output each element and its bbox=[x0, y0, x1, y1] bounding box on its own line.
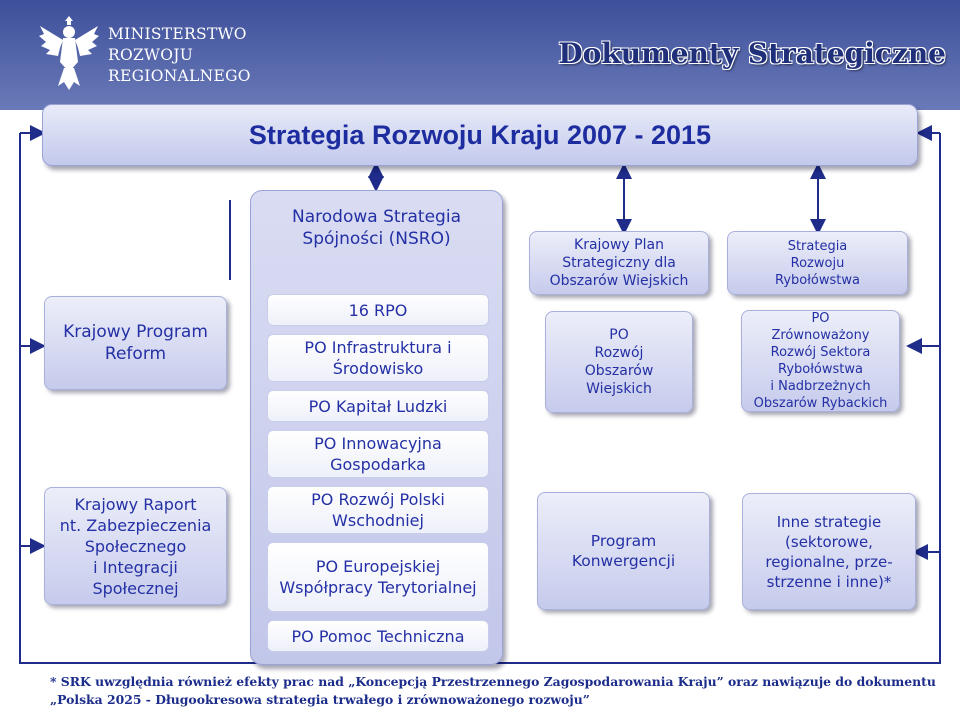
ministry-name-line: ROZWOJU bbox=[108, 46, 194, 64]
nsro-item-pomoc-techniczna bbox=[267, 620, 489, 652]
ministry-name-line: REGIONALNEGO bbox=[108, 67, 251, 85]
footnote-line: „Polska 2025 - Długookresowa strategia trwałego i zrównoważonego rozwoju” bbox=[50, 692, 590, 707]
krajowy-raport-box bbox=[44, 487, 227, 605]
footnote bbox=[50, 673, 950, 709]
nsro-item-innowacyjna bbox=[267, 430, 489, 478]
box-text-line: strzenne i inne)* bbox=[766, 572, 892, 591]
krajowy-program-reform-box bbox=[44, 296, 227, 390]
krajowy-plan-box bbox=[529, 231, 709, 295]
box-text-line: Wiejskich bbox=[586, 381, 652, 397]
box-text-line: PO Innowacyjna bbox=[314, 434, 442, 453]
po-zrownowazony-rozwoj-rybolowstwa-box bbox=[741, 310, 900, 412]
nsro-title-line: Spójności (NSRO) bbox=[302, 229, 451, 249]
nsro-item-kapital-ludzki bbox=[267, 390, 489, 422]
ministry-name-line: MINISTERSTWO bbox=[108, 25, 247, 43]
box-text-line: PO Infrastruktura bbox=[304, 338, 443, 357]
box-text-line: Rozwoju bbox=[790, 255, 845, 271]
nsro-item-16-rpo bbox=[267, 294, 489, 326]
box-text-line: Terytorialnej bbox=[377, 578, 477, 597]
box-text-line: Strategia bbox=[787, 238, 848, 254]
box-text-line: i Integracji bbox=[93, 557, 178, 577]
box-text-line: Krajowy Program bbox=[63, 322, 208, 342]
box-text-line: Rozwój bbox=[594, 345, 644, 361]
box-text-line: Krajowy Plan bbox=[574, 237, 664, 253]
box-text-line: PO Kapitał Ludzki bbox=[308, 396, 448, 416]
box-text-line: PO bbox=[811, 311, 830, 326]
box-text-line: Inne strategie bbox=[776, 512, 882, 531]
box-text-line: Współpracy bbox=[279, 578, 373, 597]
box-text-line: PO Pomoc Techniczna bbox=[291, 626, 465, 646]
box-text-line: Reform bbox=[104, 344, 167, 364]
box-text-line: Konwergencji bbox=[571, 552, 676, 570]
box-text-line: i Nadbrzeżnych bbox=[770, 379, 871, 394]
po-rozwoj-obszarow-wiejskich-box bbox=[545, 311, 693, 413]
strategia-rybolowstwa-box bbox=[727, 231, 908, 295]
box-text-line: Obszarów bbox=[584, 363, 654, 379]
box-text-line: Polski Wschodniej bbox=[332, 490, 445, 530]
box-text-line: Krajowy Raport bbox=[74, 494, 197, 514]
box-text-line: PO bbox=[609, 327, 629, 343]
inne-strategie-box bbox=[742, 493, 916, 610]
box-text-line: Obszarów Rybackich bbox=[753, 396, 888, 411]
program-konwergencji-box bbox=[537, 492, 710, 610]
nsro-item-infrastruktura bbox=[267, 334, 489, 382]
box-text-line: Społecznego bbox=[84, 536, 187, 556]
box-text-line: Rybołówstwa bbox=[778, 362, 863, 377]
nsro-item-polski-wschodniej bbox=[267, 486, 489, 534]
box-text-line: Program bbox=[590, 532, 657, 550]
box-text-line: Rozwój Sektora bbox=[770, 345, 871, 360]
main-title: Strategia Rozwoju Kraju 2007 - 2015 bbox=[248, 120, 712, 150]
box-text-line: Rybołówstwa bbox=[775, 272, 860, 288]
box-text-line: Społecznej bbox=[92, 578, 179, 598]
nsro-title bbox=[250, 206, 503, 250]
box-text-line: i Środowisko bbox=[332, 338, 452, 378]
box-text-line: Obszarów Wiejskich bbox=[549, 273, 689, 289]
box-text-line: Zrównoważony bbox=[771, 328, 870, 343]
box-text-line: regionalne, prze- bbox=[765, 552, 893, 571]
box-text-line: 16 RPO bbox=[348, 300, 408, 320]
nsro-title-line: Narodowa Strategia bbox=[292, 207, 461, 227]
box-text-line: Strategiczny dla bbox=[562, 255, 676, 271]
box-text-line: Gospodarka bbox=[330, 455, 426, 474]
box-text-line: nt. Zabezpieczenia bbox=[59, 515, 212, 535]
box-text-line: PO Rozwój bbox=[311, 490, 395, 509]
footnote-line: * SRK uwzględnia również efekty prac nad „Koncepcją Przestrzennego Zagospodarowania Kraju” oraz nawiązuje do dokumentu bbox=[50, 674, 936, 689]
box-text-line: PO Europejskiej bbox=[315, 557, 441, 576]
box-text-line: (sektorowe, bbox=[785, 532, 873, 551]
header-title: Dokumenty Strategiczne bbox=[558, 37, 946, 70]
nsro-item-wspolpracy bbox=[267, 542, 489, 612]
